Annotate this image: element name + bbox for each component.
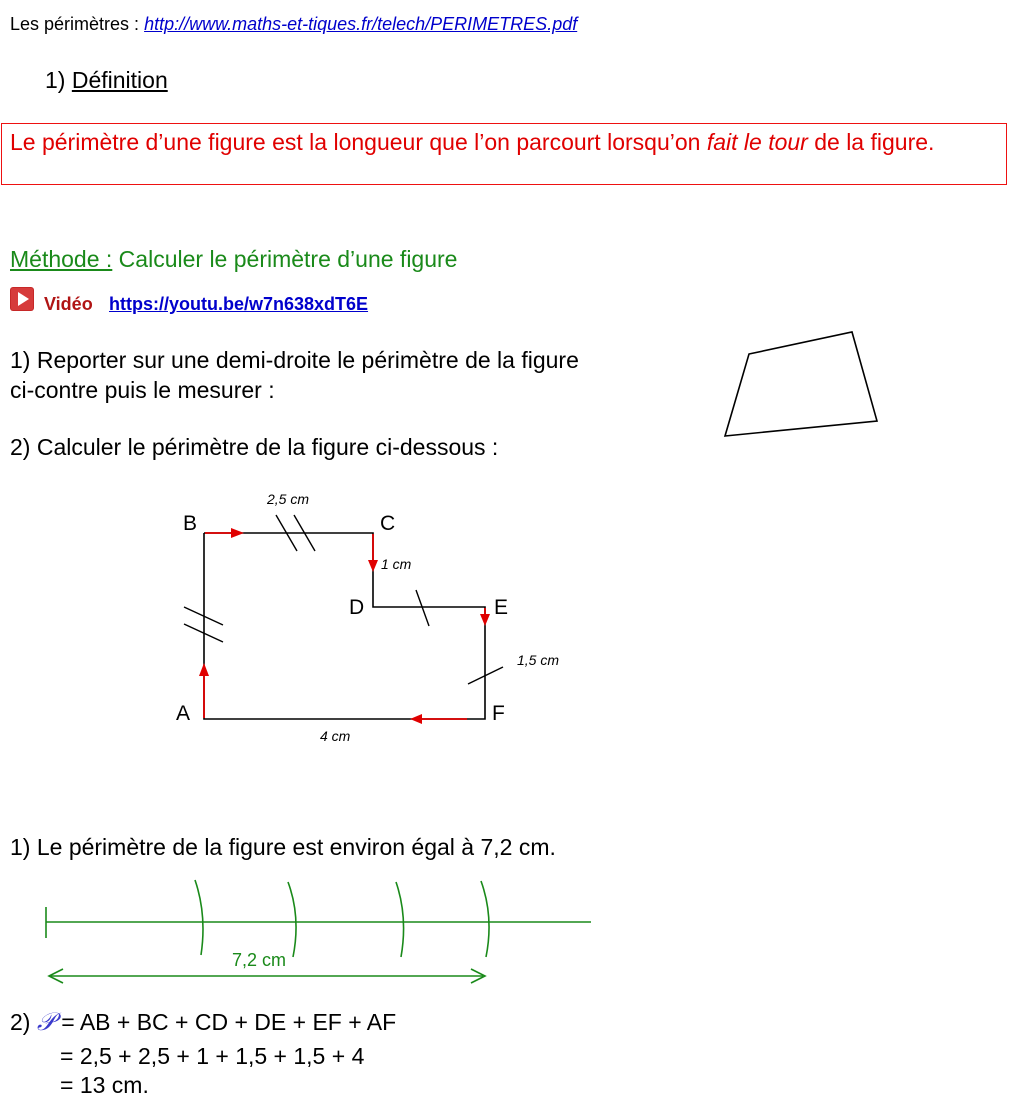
- length-af-label: 4 cm: [320, 728, 351, 744]
- definition-text-end: de la figure.: [807, 129, 935, 155]
- answer-2-prefix: 2): [10, 1009, 37, 1035]
- ruler-length-label: 7,2 cm: [232, 950, 287, 970]
- document-header: [10, 14, 577, 35]
- definition-number: 1): [45, 67, 72, 93]
- answer-2-line-3: = 13 cm.: [60, 1072, 149, 1098]
- point-f-label: F: [492, 702, 505, 725]
- methode-heading: [10, 246, 457, 273]
- definition-text: [10, 128, 1000, 157]
- answer-2-line-1: [10, 1007, 396, 1037]
- definition-text-start: Le périmètre d’une figure est la longueur que l’on parcourt lorsqu’on: [10, 129, 707, 155]
- half-line-construction: [35, 875, 600, 990]
- point-e-label: E: [494, 596, 509, 619]
- perimeter-symbol: 𝒫: [36, 1007, 55, 1036]
- point-d-label: D: [349, 596, 365, 619]
- answer-2-formula: = AB + BC + CD + DE + EF + AF: [61, 1009, 397, 1035]
- video-play-icon[interactable]: [10, 287, 34, 311]
- video-link[interactable]: https://youtu.be/w7n638xdT6E: [109, 294, 369, 314]
- definition-text-italic: fait le tour: [706, 129, 808, 155]
- pdf-link[interactable]: http://www.maths-et-tiques.fr/telech/PERIMETRES.pdf: [144, 14, 578, 34]
- answer-1: 1) Le périmètre de la figure est environ égal à 7,2 cm.: [10, 834, 556, 860]
- polygon-figure: [160, 480, 590, 760]
- quadrilateral-figure: [715, 325, 890, 445]
- question-2: 2) Calculer le périmètre de la figure ci-dessous :: [10, 434, 499, 460]
- definition-heading: [45, 67, 168, 94]
- answer-2-line-2: = 2,5 + 2,5 + 1 + 1,5 + 1,5 + 4: [60, 1043, 365, 1069]
- definition-title: Définition: [71, 67, 168, 93]
- length-bc-label: 2,5 cm: [267, 491, 310, 507]
- video-label: Vidéo: [44, 294, 93, 314]
- methode-title: Calculer le périmètre d’une figure: [112, 246, 458, 272]
- point-a-label: A: [176, 702, 191, 725]
- point-b-label: B: [183, 512, 198, 535]
- length-cd-label: 1 cm: [381, 556, 412, 572]
- methode-label: Méthode :: [10, 246, 113, 272]
- length-ef-label: 1,5 cm: [517, 652, 560, 668]
- point-c-label: C: [380, 512, 396, 535]
- question-1-line-2: ci-contre puis le mesurer :: [10, 377, 275, 403]
- question-1-line-1: 1) Reporter sur une demi-droite le périmètre de la figure: [10, 347, 579, 373]
- header-label: Les périmètres :: [10, 14, 145, 34]
